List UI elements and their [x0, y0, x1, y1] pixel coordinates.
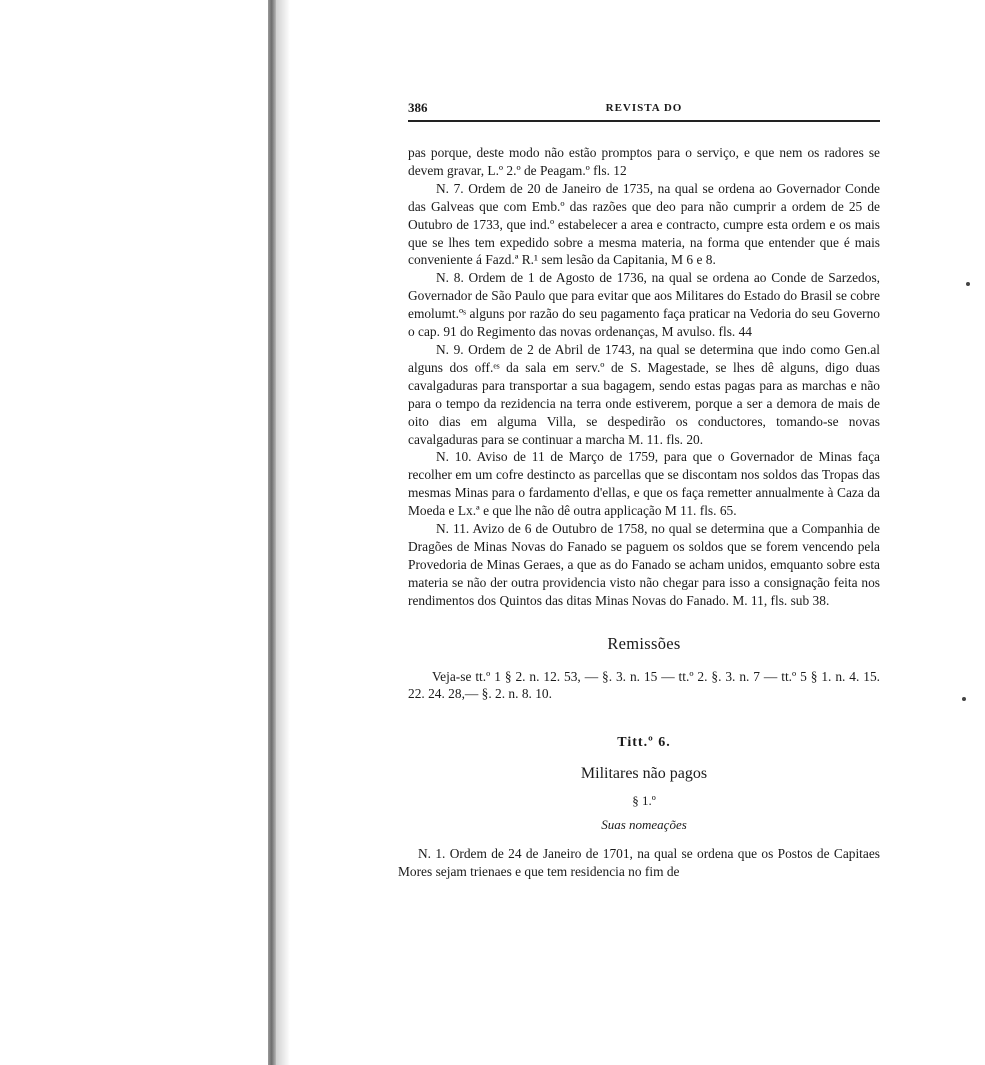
entry-n7: N. 7. Ordem de 20 de Janeiro de 1735, na qual se ordena ao Governador Conde das Galveas que com Emb.º das razões que deo para não cumprir a ordem de 25 de Outubro de 1733, que ind.º estabelecer a area e contracto, cumpre esta ordem e os mais que se lhes tem expedido sobre a mesma materia, na forma que entender que é mais conveniente á Fazd.ª R.¹ sem lesão da Capitania, M 6 e 8. — [408, 180, 880, 268]
running-title: REVISTA DO — [605, 102, 683, 114]
running-header — [408, 98, 880, 122]
entry-n1: N. 1. Ordem de 24 de Janeiro de 1701, na qual se ordena que os Postos de Capitaes Mores sejam trienaes e que tem residencia no fim de — [398, 846, 880, 880]
chapter-title: Militares não pagos — [580, 765, 708, 783]
entry-n8: N. 8. Ordem de 1 de Agosto de 1736, na qual se ordena ao Conde de Sarzedos, Governador de São Paulo que para evitar que aos Militares do Estado do Brasil se cobre emolumt.ºˢ alguns por razão do seu pagamento faça praticar na Vedoria do seu Governo o cap. 91 do Regimento das novas ordenanças, M avulso. fls. 44 — [408, 270, 880, 340]
body-text — [408, 144, 880, 610]
section-subtitle: Suas nomeações — [601, 817, 687, 833]
titulo-label: Titt.º 6. — [617, 735, 671, 751]
entry-n10: N. 10. Aviso de 11 de Março de 1759, para que o Governador de Minas faça recolher em um cofre destincto as parcellas que se discontam nos soldos das Tropas das mesmas Minas para o fardamento d'ellas, e que os faça remetter annualmente à Caza da Moeda e Lx.ª e que lhe não dê outra applicação M 11. fls. 65. — [408, 449, 880, 519]
continued-paragraph: pas porque, deste modo não estão promptos para o serviço, e que nem os radores se devem gravar, L.º 2.º de Peagam.º fls. 12 — [408, 145, 880, 178]
entry-n11: N. 11. Avizo de 6 de Outubro de 1758, no qual se determina que a Companhia de Dragões de Minas Novas do Fanado se paguem os soldos que se forem vencendo pela Provedoria de Minas Geraes, a que as do Fanado se acham unidos, emquanto sobre esta materia se não der outra providencia visto não chegar para isso a consignação feita nos rendimentos dos Quintos das ditas Minas Novas do Fanado. M. 11, fls. sub 38. — [408, 521, 880, 608]
spine-shadow — [276, 0, 290, 1065]
page-number: 386 — [408, 100, 428, 115]
scan-speck — [966, 282, 970, 286]
remissoes-text: Veja-se tt.º 1 § 2. n. 12. 53, — §. 3. n. 15 — tt.º 2. §. 3. n. 7 — tt.º 5 § 1. n. 4. 15. 22. 24. 28,— §. 2. n. 8. 10. — [408, 668, 880, 702]
remissoes-heading: Remissões — [607, 633, 681, 653]
scan-speck — [962, 697, 966, 701]
entry-n9: N. 9. Ordem de 2 de Abril de 1743, na qual se determina que indo como Gen.al alguns dos off.ᵉˢ da sala em serv.º de S. Magestade, se lhes dê alguns, digo duas cavalgaduras para transportar a sua bagagem, sendo estas pagas para as marchas e não para o tempo da rezidencia na terra onde estiverem, porque a ser a demora de mais de oito dias em alguma Villa, se despedirão os conductores, tomando-se novas cavalgaduras para se continuar a marcha M. 11. fls. 20. — [408, 341, 880, 447]
book-spine — [268, 0, 276, 1065]
page-content — [398, 98, 880, 881]
paragraph-mark: § 1.º — [632, 793, 656, 809]
